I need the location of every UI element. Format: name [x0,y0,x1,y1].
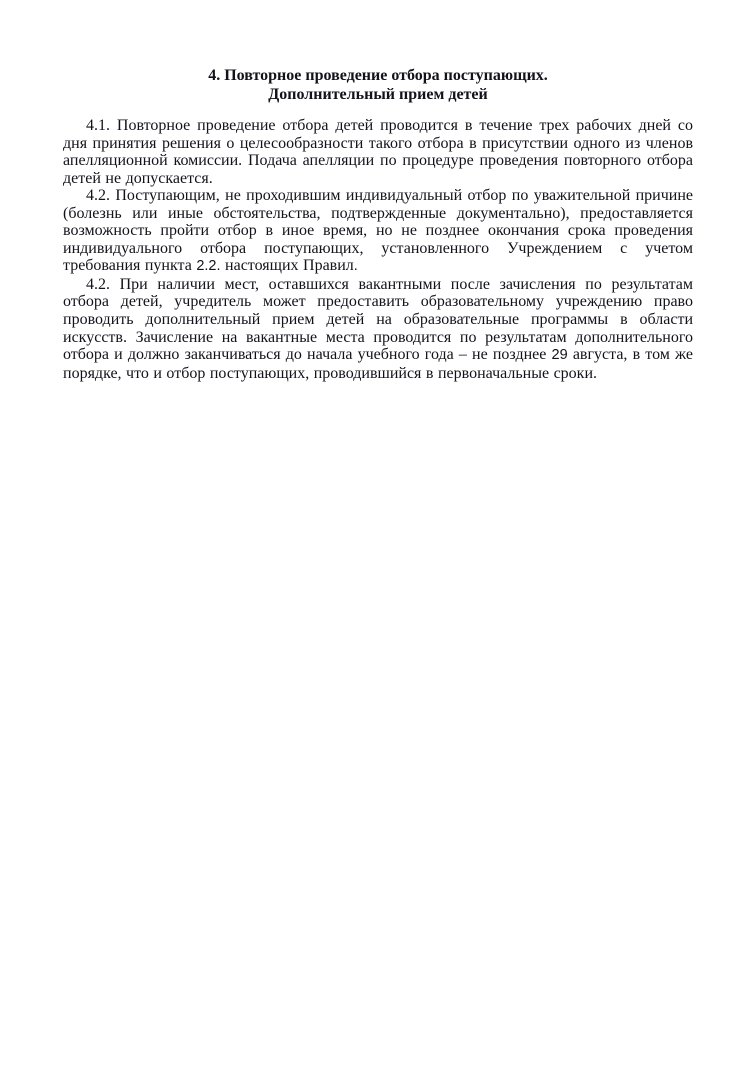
paragraph-4-2b [63,276,693,382]
paragraph-4-2-final-period: . [353,258,358,275]
document-body [63,117,693,382]
paragraph-4-1 [63,117,693,187]
document-title-line1: 4. Повторное проведение отбора поступающих. [208,67,548,84]
document-title-line2: Дополнительный прием детей [268,86,488,103]
document-title [63,66,693,104]
document-content [63,66,693,382]
paragraph-4-2-text: 4.2. Поступающим, не проходившим индивидуальный отбор по уважительной причине (болезнь или иные обстоятельства, подтвержденные документально), предоставляется возможность пройти отбор в иное время, но не позднее окончания срока проведения индивидуального отбора поступающих, установленного Учреждением с учетом требования пункта [63,187,693,275]
paragraph-4-1-text: 4.1. Повторное проведение отбора детей проводится в течение трех рабочих дней со дня принятия решения о целесообразности такого отбора в присутствии одного из членов апелляционной комиссии. Подача апелляции по процедуре проведения повторного отбора детей не допускается. [63,117,693,187]
paragraph-4-2b-date-number: 29 [551,347,568,364]
paragraph-4-2-text-end: настоящих Правил [220,257,354,275]
paragraph-4-2b-text-end: августа, в том же порядке, что и отбор поступающих, проводившийся в первоначальные сроки. [63,346,693,382]
paragraph-4-2b-text: 4.2. При наличии мест, оставшихся вакантными после зачисления по результатам отбора детей, учредитель может предоставить образовательному учреждению право проводить дополнительный прием детей на образовательные программы в области искусств. Зачисление на вакантные места проводится по результатам дополнительного отбора и должно заканчиваться до начала учебного года – не позднее [63,275,693,364]
paragraph-4-2-clause-ref: 2.2. [196,258,221,275]
paragraph-4-2 [63,187,693,276]
